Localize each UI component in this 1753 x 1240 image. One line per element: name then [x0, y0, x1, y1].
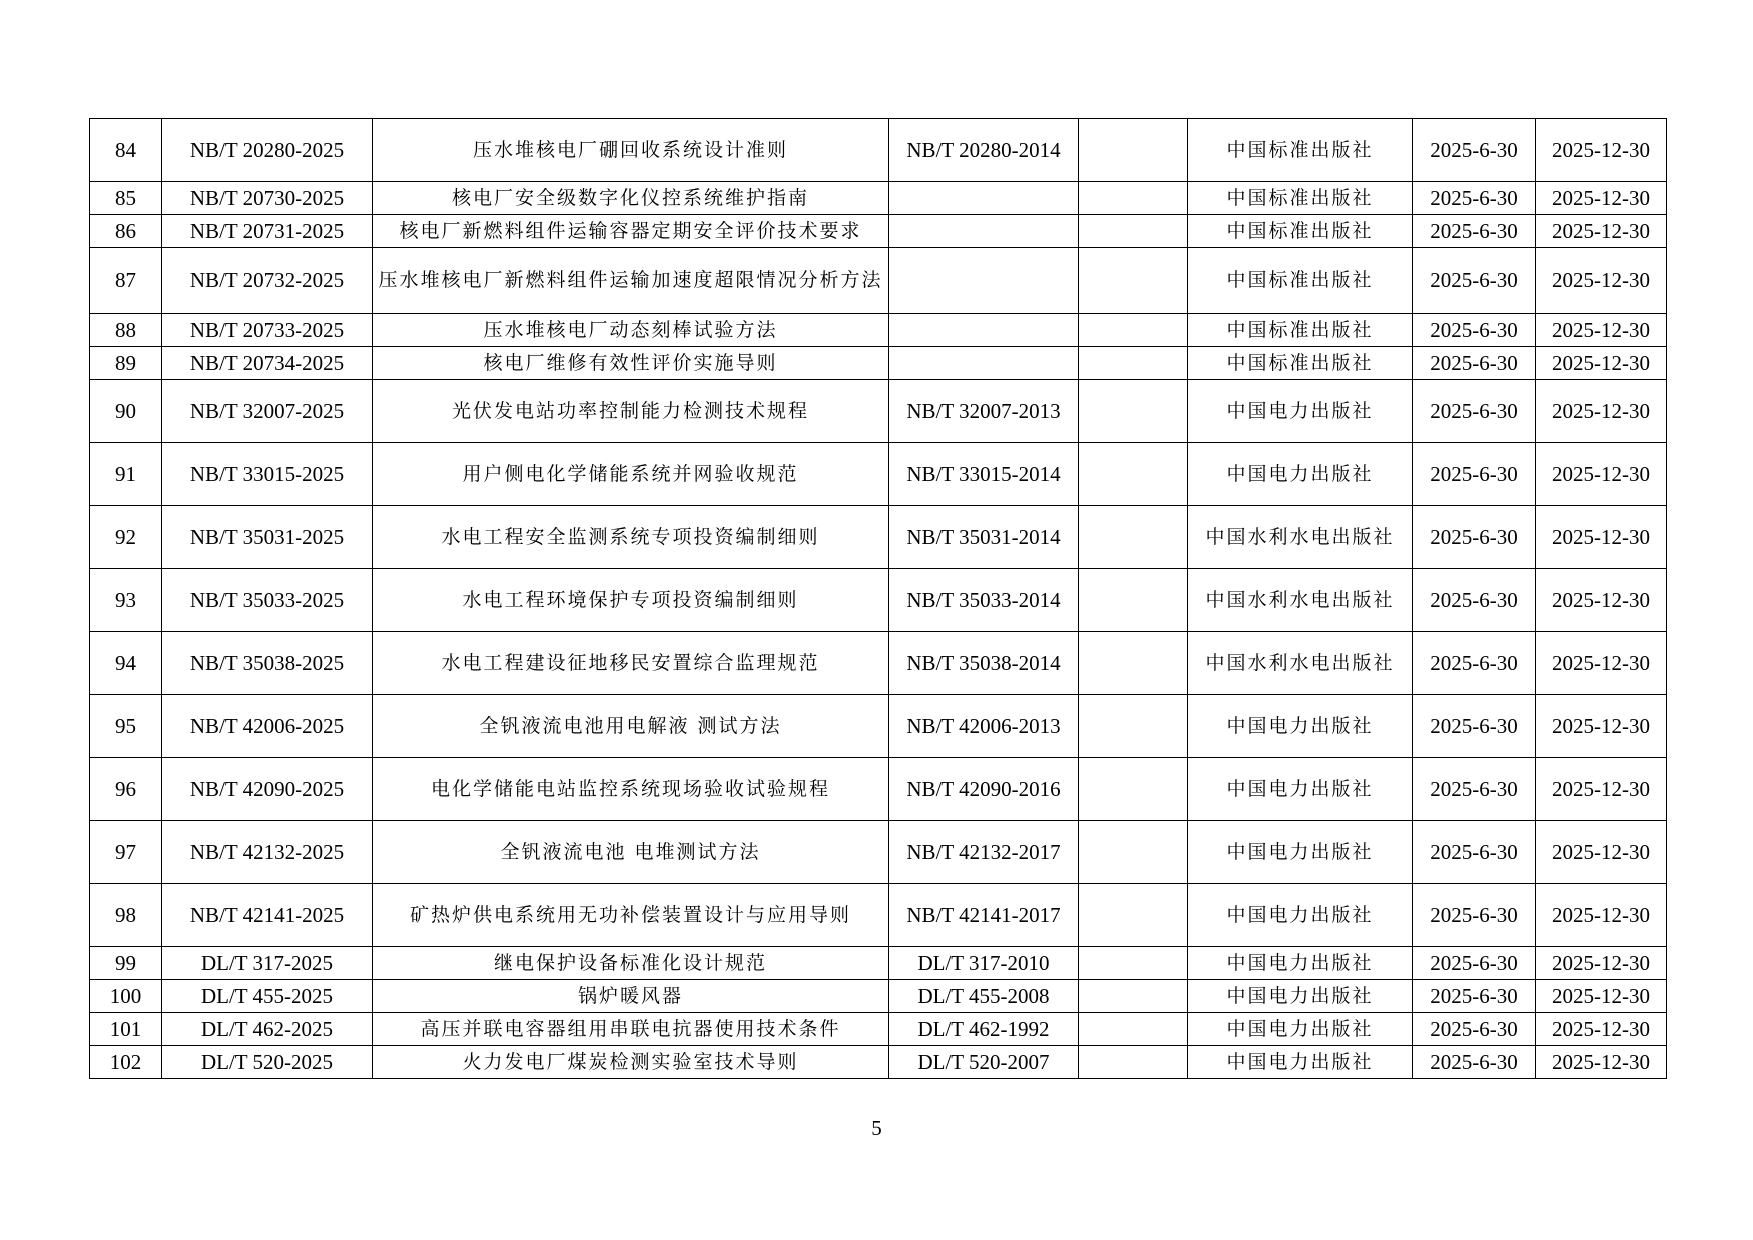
cell-standard-code: NB/T 20734-2025	[162, 347, 373, 380]
cell-implementation-date: 2025-12-30	[1536, 821, 1667, 884]
cell-publisher: 中国标准出版社	[1188, 215, 1413, 248]
cell-publisher: 中国水利水电出版社	[1188, 506, 1413, 569]
cell-replaced-standard: NB/T 42006-2013	[889, 695, 1079, 758]
cell-publisher: 中国标准出版社	[1188, 347, 1413, 380]
cell-standard-code: DL/T 455-2025	[162, 980, 373, 1013]
cell-publish-date: 2025-6-30	[1413, 215, 1536, 248]
table-row	[90, 1013, 1667, 1046]
cell-blank	[1079, 947, 1188, 980]
cell-replaced-standard: NB/T 42141-2017	[889, 884, 1079, 947]
cell-standard-code: NB/T 35038-2025	[162, 632, 373, 695]
cell-standard-title: 火力发电厂煤炭检测实验室技术导则	[373, 1046, 889, 1079]
cell-standard-code: NB/T 35031-2025	[162, 506, 373, 569]
cell-blank	[1079, 380, 1188, 443]
cell-number: 95	[90, 695, 162, 758]
cell-publisher: 中国标准出版社	[1188, 182, 1413, 215]
cell-standard-title: 水电工程建设征地移民安置综合监理规范	[373, 632, 889, 695]
cell-blank	[1079, 821, 1188, 884]
cell-number: 85	[90, 182, 162, 215]
cell-standard-title: 矿热炉供电系统用无功补偿装置设计与应用导则	[373, 884, 889, 947]
cell-publisher: 中国电力出版社	[1188, 758, 1413, 821]
cell-implementation-date: 2025-12-30	[1536, 695, 1667, 758]
cell-publish-date: 2025-6-30	[1413, 758, 1536, 821]
cell-implementation-date: 2025-12-30	[1536, 758, 1667, 821]
table-row	[90, 443, 1667, 506]
cell-publish-date: 2025-6-30	[1413, 821, 1536, 884]
cell-publisher: 中国水利水电出版社	[1188, 569, 1413, 632]
table-row	[90, 980, 1667, 1013]
table-row	[90, 947, 1667, 980]
cell-publish-date: 2025-6-30	[1413, 380, 1536, 443]
cell-standard-code: NB/T 42090-2025	[162, 758, 373, 821]
cell-publish-date: 2025-6-30	[1413, 314, 1536, 347]
cell-number: 90	[90, 380, 162, 443]
cell-replaced-standard	[889, 182, 1079, 215]
cell-implementation-date: 2025-12-30	[1536, 119, 1667, 182]
cell-publish-date: 2025-6-30	[1413, 1013, 1536, 1046]
cell-replaced-standard: NB/T 35038-2014	[889, 632, 1079, 695]
cell-number: 86	[90, 215, 162, 248]
cell-replaced-standard: DL/T 462-1992	[889, 1013, 1079, 1046]
cell-publisher: 中国电力出版社	[1188, 1046, 1413, 1079]
cell-standard-code: NB/T 33015-2025	[162, 443, 373, 506]
cell-blank	[1079, 215, 1188, 248]
cell-publish-date: 2025-6-30	[1413, 980, 1536, 1013]
cell-blank	[1079, 347, 1188, 380]
cell-blank	[1079, 248, 1188, 314]
cell-standard-code: NB/T 35033-2025	[162, 569, 373, 632]
cell-number: 98	[90, 884, 162, 947]
cell-standard-title: 压水堆核电厂新燃料组件运输加速度超限情况分析方法	[373, 248, 889, 314]
cell-publish-date: 2025-6-30	[1413, 119, 1536, 182]
cell-implementation-date: 2025-12-30	[1536, 347, 1667, 380]
cell-standard-code: DL/T 520-2025	[162, 1046, 373, 1079]
cell-implementation-date: 2025-12-30	[1536, 380, 1667, 443]
cell-standard-title: 核电厂安全级数字化仪控系统维护指南	[373, 182, 889, 215]
table-row	[90, 380, 1667, 443]
cell-replaced-standard	[889, 215, 1079, 248]
cell-publisher: 中国电力出版社	[1188, 1013, 1413, 1046]
cell-implementation-date: 2025-12-30	[1536, 632, 1667, 695]
table-row	[90, 248, 1667, 314]
cell-blank	[1079, 314, 1188, 347]
cell-implementation-date: 2025-12-30	[1536, 1046, 1667, 1079]
cell-standard-code: NB/T 20732-2025	[162, 248, 373, 314]
cell-standard-title: 压水堆核电厂硼回收系统设计准则	[373, 119, 889, 182]
cell-implementation-date: 2025-12-30	[1536, 182, 1667, 215]
table-row	[90, 758, 1667, 821]
cell-standard-title: 水电工程安全监测系统专项投资编制细则	[373, 506, 889, 569]
cell-standard-title: 全钒液流电池 电堆测试方法	[373, 821, 889, 884]
cell-publisher: 中国电力出版社	[1188, 980, 1413, 1013]
cell-number: 96	[90, 758, 162, 821]
cell-standard-code: NB/T 20733-2025	[162, 314, 373, 347]
table-row	[90, 884, 1667, 947]
cell-blank	[1079, 884, 1188, 947]
cell-standard-title: 压水堆核电厂动态刻棒试验方法	[373, 314, 889, 347]
cell-implementation-date: 2025-12-30	[1536, 314, 1667, 347]
cell-number: 100	[90, 980, 162, 1013]
cell-blank	[1079, 506, 1188, 569]
cell-standard-title: 水电工程环境保护专项投资编制细则	[373, 569, 889, 632]
cell-blank	[1079, 632, 1188, 695]
cell-implementation-date: 2025-12-30	[1536, 443, 1667, 506]
cell-implementation-date: 2025-12-30	[1536, 884, 1667, 947]
cell-standard-code: DL/T 462-2025	[162, 1013, 373, 1046]
table-row	[90, 506, 1667, 569]
table-row	[90, 314, 1667, 347]
cell-implementation-date: 2025-12-30	[1536, 248, 1667, 314]
cell-number: 87	[90, 248, 162, 314]
cell-blank	[1079, 980, 1188, 1013]
cell-replaced-standard: NB/T 20280-2014	[889, 119, 1079, 182]
cell-publish-date: 2025-6-30	[1413, 569, 1536, 632]
cell-number: 101	[90, 1013, 162, 1046]
cell-replaced-standard	[889, 314, 1079, 347]
cell-standard-title: 继电保护设备标准化设计规范	[373, 947, 889, 980]
cell-publisher: 中国电力出版社	[1188, 821, 1413, 884]
cell-standard-code: NB/T 42006-2025	[162, 695, 373, 758]
cell-publisher: 中国电力出版社	[1188, 947, 1413, 980]
cell-blank	[1079, 1046, 1188, 1079]
cell-blank	[1079, 1013, 1188, 1046]
cell-number: 84	[90, 119, 162, 182]
table-row	[90, 1046, 1667, 1079]
cell-number: 99	[90, 947, 162, 980]
page-number: 5	[871, 1116, 882, 1140]
cell-publish-date: 2025-6-30	[1413, 884, 1536, 947]
table-body	[90, 119, 1667, 1079]
cell-number: 88	[90, 314, 162, 347]
cell-replaced-standard	[889, 347, 1079, 380]
cell-publish-date: 2025-6-30	[1413, 947, 1536, 980]
cell-publish-date: 2025-6-30	[1413, 506, 1536, 569]
cell-standard-code: NB/T 32007-2025	[162, 380, 373, 443]
table-row	[90, 347, 1667, 380]
cell-blank	[1079, 119, 1188, 182]
cell-standard-title: 光伏发电站功率控制能力检测技术规程	[373, 380, 889, 443]
cell-standard-title: 电化学储能电站监控系统现场验收试验规程	[373, 758, 889, 821]
table-row	[90, 215, 1667, 248]
table-row	[90, 569, 1667, 632]
cell-standard-title: 核电厂维修有效性评价实施导则	[373, 347, 889, 380]
cell-blank	[1079, 443, 1188, 506]
cell-number: 92	[90, 506, 162, 569]
cell-publish-date: 2025-6-30	[1413, 695, 1536, 758]
cell-replaced-standard: NB/T 33015-2014	[889, 443, 1079, 506]
cell-blank	[1079, 695, 1188, 758]
cell-publisher: 中国电力出版社	[1188, 884, 1413, 947]
cell-number: 102	[90, 1046, 162, 1079]
standards-table	[89, 118, 1667, 1079]
cell-publisher: 中国电力出版社	[1188, 695, 1413, 758]
cell-publish-date: 2025-6-30	[1413, 248, 1536, 314]
cell-standard-title: 全钒液流电池用电解液 测试方法	[373, 695, 889, 758]
cell-standard-code: NB/T 42132-2025	[162, 821, 373, 884]
table-row	[90, 182, 1667, 215]
cell-publish-date: 2025-6-30	[1413, 1046, 1536, 1079]
table-row	[90, 632, 1667, 695]
cell-implementation-date: 2025-12-30	[1536, 980, 1667, 1013]
cell-publish-date: 2025-6-30	[1413, 632, 1536, 695]
cell-standard-code: NB/T 20731-2025	[162, 215, 373, 248]
cell-publish-date: 2025-6-30	[1413, 443, 1536, 506]
cell-replaced-standard: NB/T 42090-2016	[889, 758, 1079, 821]
cell-standard-code: NB/T 20280-2025	[162, 119, 373, 182]
cell-standard-title: 用户侧电化学储能系统并网验收规范	[373, 443, 889, 506]
cell-publisher: 中国标准出版社	[1188, 314, 1413, 347]
cell-implementation-date: 2025-12-30	[1536, 1013, 1667, 1046]
cell-replaced-standard: NB/T 35031-2014	[889, 506, 1079, 569]
cell-replaced-standard: DL/T 317-2010	[889, 947, 1079, 980]
cell-implementation-date: 2025-12-30	[1536, 215, 1667, 248]
cell-blank	[1079, 182, 1188, 215]
cell-publish-date: 2025-6-30	[1413, 347, 1536, 380]
cell-standard-code: NB/T 42141-2025	[162, 884, 373, 947]
cell-standard-code: NB/T 20730-2025	[162, 182, 373, 215]
table-row	[90, 695, 1667, 758]
cell-number: 97	[90, 821, 162, 884]
cell-implementation-date: 2025-12-30	[1536, 506, 1667, 569]
cell-replaced-standard: NB/T 35033-2014	[889, 569, 1079, 632]
cell-replaced-standard: DL/T 520-2007	[889, 1046, 1079, 1079]
cell-implementation-date: 2025-12-30	[1536, 947, 1667, 980]
cell-number: 94	[90, 632, 162, 695]
cell-implementation-date: 2025-12-30	[1536, 569, 1667, 632]
cell-publisher: 中国标准出版社	[1188, 119, 1413, 182]
cell-standard-title: 锅炉暖风器	[373, 980, 889, 1013]
cell-standard-code: DL/T 317-2025	[162, 947, 373, 980]
cell-standard-title: 核电厂新燃料组件运输容器定期安全评价技术要求	[373, 215, 889, 248]
cell-standard-title: 高压并联电容器组用串联电抗器使用技术条件	[373, 1013, 889, 1046]
cell-publish-date: 2025-6-30	[1413, 182, 1536, 215]
cell-number: 91	[90, 443, 162, 506]
table-row	[90, 821, 1667, 884]
cell-replaced-standard: NB/T 42132-2017	[889, 821, 1079, 884]
cell-publisher: 中国标准出版社	[1188, 248, 1413, 314]
cell-blank	[1079, 758, 1188, 821]
cell-replaced-standard	[889, 248, 1079, 314]
cell-blank	[1079, 569, 1188, 632]
cell-publisher: 中国水利水电出版社	[1188, 632, 1413, 695]
cell-number: 89	[90, 347, 162, 380]
cell-publisher: 中国电力出版社	[1188, 380, 1413, 443]
cell-replaced-standard: DL/T 455-2008	[889, 980, 1079, 1013]
table-row	[90, 119, 1667, 182]
cell-replaced-standard: NB/T 32007-2013	[889, 380, 1079, 443]
cell-publisher: 中国电力出版社	[1188, 443, 1413, 506]
cell-number: 93	[90, 569, 162, 632]
